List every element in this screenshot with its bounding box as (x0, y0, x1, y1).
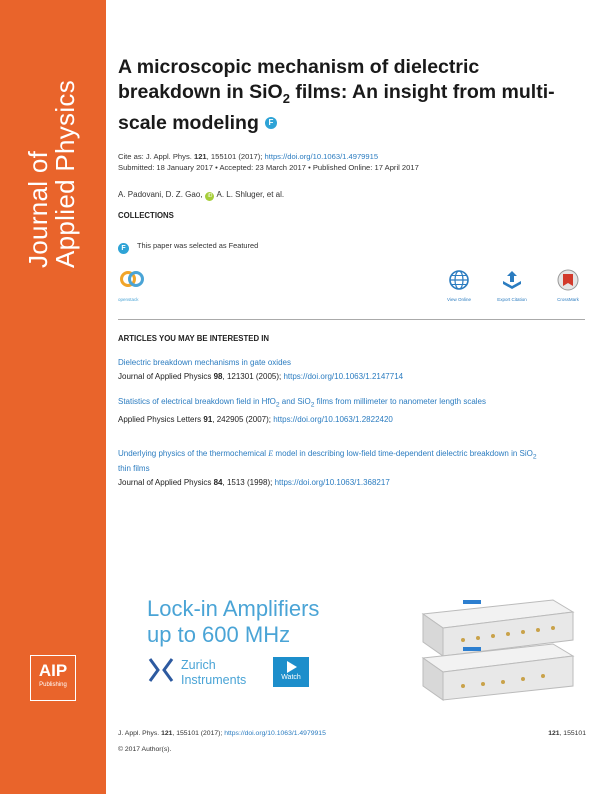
publishing-logo-text: Publishing (39, 682, 67, 688)
doi-link[interactable]: https://doi.org/10.1063/1.2147714 (283, 372, 404, 381)
watch-label: Watch (281, 674, 301, 681)
featured-text: This paper was selected as Featured (137, 241, 259, 250)
title-subscript: 2 (532, 453, 537, 461)
aip-logo-text: AIP (38, 661, 68, 680)
journal-name (25, 80, 79, 268)
related-article-title[interactable]: Dielectric breakdown mechanisms in gate oxides (118, 358, 291, 367)
zurich-x-icon (147, 656, 175, 684)
export-icon (500, 269, 524, 291)
ad-headline-line2: up to 600 MHz (147, 622, 291, 647)
title-subscript: 2 (310, 401, 315, 409)
aip-publishing-logo[interactable] (30, 655, 76, 701)
footer-page-id (548, 730, 586, 737)
export-citation-label: Export Citation (497, 297, 527, 302)
footer-doi-link[interactable]: https://doi.org/10.1063/1.4979915 (224, 730, 326, 737)
featured-icon[interactable]: F (265, 117, 277, 129)
authors-text-2[interactable]: A. L. Shluger, et al. (216, 190, 285, 199)
dates-line: Submitted: 18 January 2017 • Accepted: 23 March 2017 • Published Online: 17 April 2017 (118, 163, 419, 172)
journal-sidebar (0, 0, 106, 794)
title-text-1: A microscopic mechanism of dielectric breakdown in SiO (118, 56, 480, 103)
citation-line (118, 151, 419, 162)
title-part: films from millimeter to nanometer length scales (314, 397, 487, 406)
doi-link[interactable]: https://doi.org/10.1063/1.4979915 (264, 152, 379, 161)
journal-name-text: Applied Physics Letters (118, 414, 204, 424)
openstack-icon (118, 270, 152, 296)
crossmark-label: CrossMark (557, 297, 579, 302)
title-subscript: 2 (275, 401, 280, 409)
cite-volume: 121 (193, 152, 207, 161)
journal-name-line1: Journal of (23, 150, 53, 268)
footer-volume: 121 (161, 730, 173, 737)
ad-headline-line1: Lock-in Amplifiers (147, 596, 320, 621)
title-part: and SiO (279, 397, 311, 406)
zurich-instruments-logo (147, 656, 247, 689)
view-online-label: View Online (447, 297, 471, 302)
related-article-citation (118, 414, 548, 425)
featured-icon: F (118, 243, 129, 254)
watch-button[interactable] (273, 657, 309, 687)
doi-link[interactable]: https://doi.org/10.1063/1.2822420 (273, 414, 393, 424)
related-article (118, 396, 548, 425)
citation-block (118, 151, 419, 173)
journal-name-text: Journal of Applied Physics (118, 372, 214, 381)
brand-line1: Zurich (181, 658, 216, 672)
orcid-icon[interactable]: iD (205, 192, 214, 201)
crossmark-icon (557, 269, 579, 291)
collections-heading: COLLECTIONS (118, 211, 174, 220)
authors-line (118, 190, 284, 201)
globe-icon (448, 269, 470, 291)
journal-name-line2: Applied Physics (50, 79, 80, 268)
volume-text: 91 (203, 414, 213, 424)
related-articles-heading: ARTICLES YOU MAY BE INTERESTED IN (118, 334, 270, 343)
ad-headline (147, 596, 319, 648)
lock-in-amplifier-image (403, 592, 583, 702)
related-article-title[interactable] (118, 448, 548, 474)
export-citation-button[interactable] (492, 269, 532, 302)
footer-citation (118, 730, 326, 737)
cite-rest-text: , 1513 (1998); (222, 477, 275, 487)
cite-prefix: Cite as: J. Appl. Phys. (118, 152, 194, 161)
cite-rest: , 155101 (2017); (206, 152, 265, 161)
view-online-button[interactable] (439, 269, 479, 302)
related-article (118, 448, 548, 488)
related-article-citation (118, 477, 548, 488)
footer-cite-rest: , 155101 (2017); (172, 730, 225, 737)
related-article-citation (118, 371, 548, 382)
title-part: model in describing low-field time-dependent dielectric breakdown in SiO (273, 449, 533, 458)
title-subscript: 2 (282, 90, 290, 106)
journal-name-text: Journal of Applied Physics (118, 477, 214, 487)
zurich-brand-text (181, 658, 246, 688)
crossmark-button[interactable] (548, 269, 588, 302)
title-part: Underlying physics of the thermochemical (118, 449, 269, 458)
openstack-label: openstack (118, 297, 139, 302)
cite-rest-text: , 242905 (2007); (212, 414, 274, 424)
footer-cite-prefix: J. Appl. Phys. (118, 730, 162, 737)
title-part: Statistics of electrical breakdown field in HfO (118, 397, 276, 406)
volume-text: 84 (213, 477, 223, 487)
doi-link[interactable]: https://doi.org/10.1063/1.368217 (274, 477, 390, 487)
openstack-logo[interactable] (118, 270, 152, 302)
title-italic: E (268, 449, 274, 458)
advertisement-banner[interactable] (118, 588, 585, 704)
volume-text: 98 (213, 372, 223, 381)
footer-page-number: , 155101 (559, 730, 586, 737)
title-text-2: films: An insight from multi-scale modeling (118, 81, 555, 134)
cite-rest-text: , 121301 (2005); (222, 372, 284, 381)
related-article-title[interactable] (118, 396, 548, 411)
featured-note (118, 241, 258, 254)
play-icon (287, 661, 297, 673)
related-article (118, 357, 548, 382)
brand-line2: Instruments (181, 673, 247, 687)
title-part: thin films (118, 463, 150, 473)
copyright-notice: © 2017 Author(s). (118, 746, 172, 753)
authors-text-1[interactable]: A. Padovani, D. Z. Gao, (118, 190, 203, 199)
footer-page-volume: 121 (548, 730, 560, 737)
article-title (118, 55, 558, 136)
divider (118, 319, 585, 320)
